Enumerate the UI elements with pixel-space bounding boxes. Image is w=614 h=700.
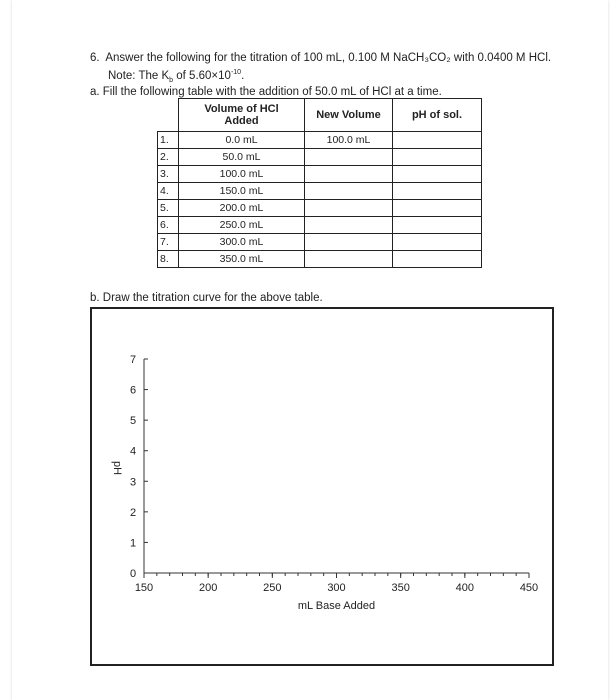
note-subscript: b — [169, 77, 174, 85]
volume-added-cell: 150.0 mL — [179, 183, 305, 200]
titration-chart — [92, 309, 552, 664]
x-tick-label: 250 — [263, 582, 282, 594]
volume-added-cell: 250.0 mL — [179, 217, 305, 234]
header-volume-line1: Volume of HCl — [204, 103, 279, 115]
ph-cell[interactable] — [393, 166, 482, 183]
table-row — [158, 149, 482, 166]
x-tick-label: 200 — [198, 582, 218, 594]
part-b-instruction: b. Draw the titration curve for the above table. — [90, 292, 323, 304]
header-ph: pH of sol. — [393, 99, 482, 132]
table-row — [158, 132, 482, 149]
new-volume-cell[interactable] — [305, 183, 393, 200]
y-tick-label: 4 — [129, 445, 137, 458]
x-tick-label: 350 — [391, 582, 410, 594]
new-volume-cell[interactable] — [305, 234, 393, 251]
note-end: . — [241, 69, 245, 82]
x-tick-label: 300 — [327, 582, 346, 594]
volume-added-cell: 0.0 mL — [179, 132, 305, 149]
y-tick-label: 7 — [129, 354, 137, 366]
row-number-cell: 3. — [158, 166, 179, 183]
row-number-cell: 5. — [158, 200, 179, 217]
x-axis-label: mL Base Added — [297, 600, 376, 612]
row-number-cell: 6. — [158, 217, 179, 234]
new-volume-cell[interactable] — [305, 166, 393, 183]
table-row — [158, 166, 482, 183]
note-exponent: -10 — [230, 69, 242, 76]
note-value: of 5.60×10 — [173, 69, 231, 82]
volume-added-cell: 50.0 mL — [179, 149, 305, 166]
table-header-row — [158, 99, 482, 132]
new-volume-cell[interactable] — [305, 251, 393, 268]
titration-table — [157, 98, 482, 268]
header-volume-line2: Added — [224, 115, 259, 127]
x-tick-label: 400 — [455, 582, 475, 594]
table-row — [158, 200, 482, 217]
question-number: 6. — [90, 52, 100, 64]
ph-cell[interactable] — [393, 234, 482, 251]
table-row — [158, 251, 482, 268]
row-number-cell: 7. — [158, 234, 179, 251]
ph-cell[interactable] — [393, 200, 482, 217]
y-tick-label: 5 — [129, 415, 137, 428]
new-volume-cell[interactable] — [305, 217, 393, 234]
y-tick-label: 6 — [129, 384, 137, 397]
ph-cell[interactable] — [393, 217, 482, 234]
row-number-cell: 2. — [158, 149, 179, 166]
header-blank-cell — [158, 99, 179, 132]
question-note — [108, 69, 244, 84]
row-number-cell: 1. — [158, 132, 179, 149]
y-tick-label: 1 — [129, 537, 137, 550]
table-row — [158, 217, 482, 234]
volume-added-cell: 100.0 mL — [179, 166, 305, 183]
volume-added-cell: 350.0 mL — [179, 251, 305, 268]
x-tick-label: 450 — [519, 582, 539, 594]
ph-cell[interactable] — [393, 183, 482, 200]
row-number-cell: 4. — [158, 183, 179, 200]
note-text: Note: The K — [108, 69, 170, 82]
part-a-instruction: a. Fill the following table with the addition of 50.0 mL of HCl at a time. — [90, 86, 442, 98]
new-volume-cell[interactable] — [305, 200, 393, 217]
new-volume-cell[interactable] — [305, 149, 393, 166]
y-tick-label: 3 — [129, 476, 137, 489]
y-axis-label: pH — [111, 460, 123, 476]
ph-cell[interactable] — [393, 251, 482, 268]
ph-cell[interactable] — [393, 132, 482, 149]
ph-cell[interactable] — [393, 149, 482, 166]
volume-added-cell: 200.0 mL — [179, 200, 305, 217]
worksheet-page — [12, 0, 608, 700]
titration-chart-frame — [90, 307, 554, 666]
new-volume-cell[interactable]: 100.0 mL — [305, 132, 393, 149]
x-tick-label: 150 — [134, 582, 154, 594]
volume-added-cell: 300.0 mL — [179, 234, 305, 251]
row-number-cell: 8. — [158, 251, 179, 268]
question-title — [90, 52, 551, 64]
table-body — [158, 132, 482, 268]
header-volume-added — [179, 99, 305, 132]
table-row — [158, 234, 482, 251]
table-row — [158, 183, 482, 200]
question-text: Answer the following for the titration of 100 mL, 0.100 M NaCH₃CO₂ with 0.0400 M HCl. — [105, 52, 552, 64]
y-tick-label: 2 — [129, 506, 137, 519]
y-tick-label: 0 — [129, 568, 137, 580]
header-new-volume: New Volume — [305, 99, 393, 132]
